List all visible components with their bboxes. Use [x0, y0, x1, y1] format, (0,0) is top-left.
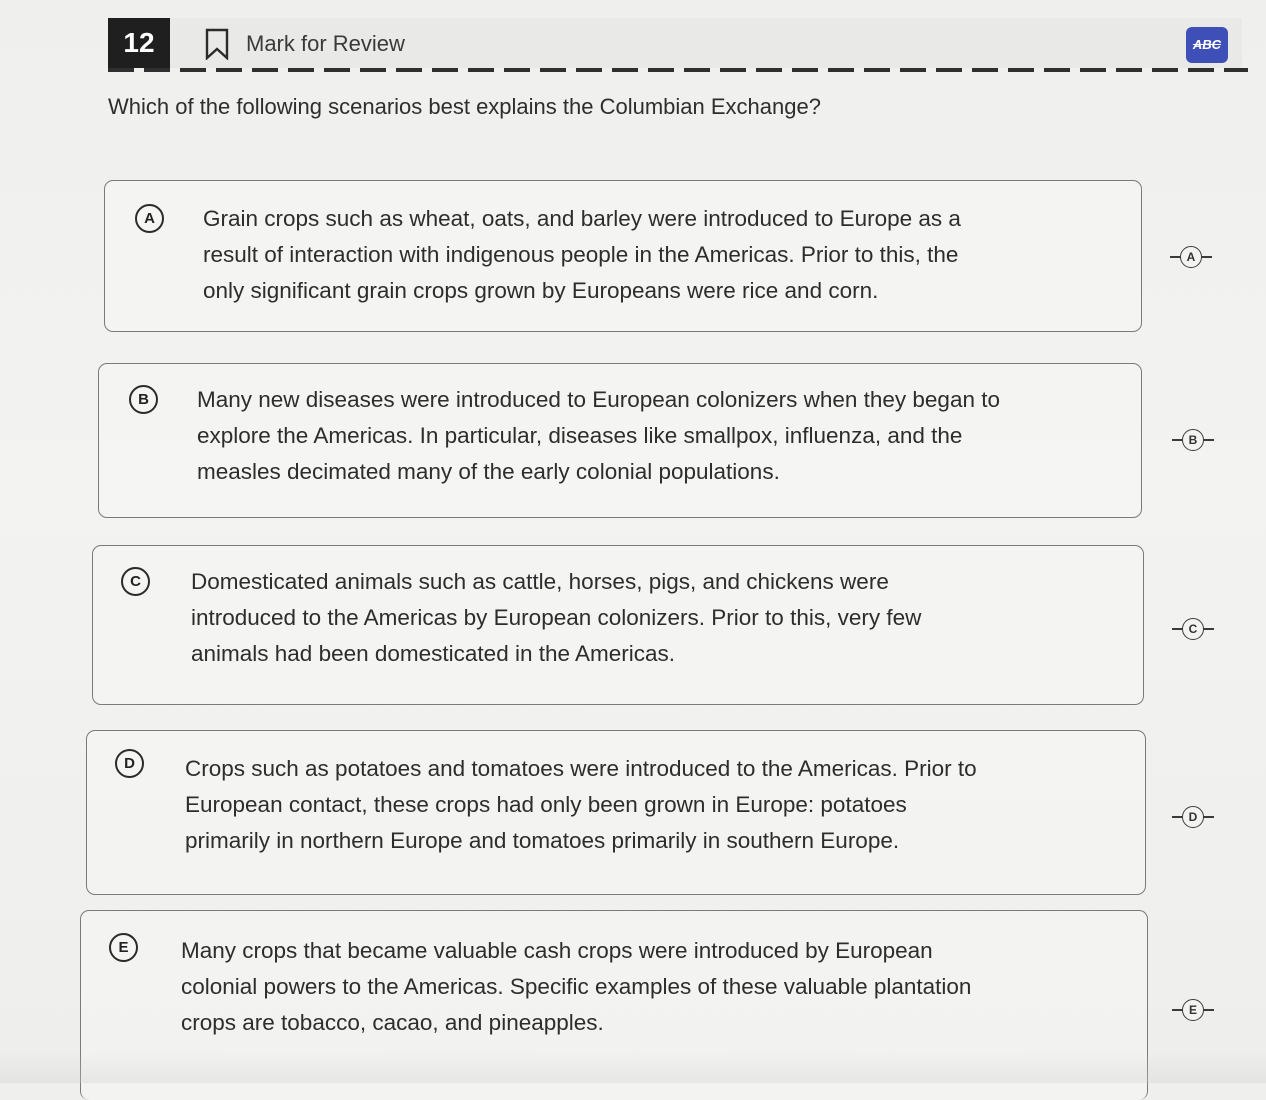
eliminate-b-icon: B: [1182, 429, 1204, 451]
answer-option-a[interactable]: [104, 180, 1142, 332]
option-c-line-2: introduced to the Americas by European colonizers. Prior to this, very few: [191, 605, 922, 630]
question-number: 12: [108, 18, 170, 68]
option-d-line-1: Crops such as potatoes and tomatoes were introduced to the Americas. Prior to: [185, 756, 977, 781]
option-e-line-1: Many crops that became valuable cash crops were introduced by European: [181, 938, 933, 963]
option-letter-d: D: [115, 749, 144, 778]
option-e-line-3: crops are tobacco, cacao, and pineapples.: [181, 1010, 604, 1035]
option-c-line-3: animals had been domesticated in the Americas.: [191, 641, 676, 666]
eliminate-d-icon: D: [1182, 806, 1204, 828]
question-header-bar: [108, 18, 1242, 68]
option-a-line-2: result of interaction with indigenous people in the Americas. Prior to this, the: [203, 242, 959, 267]
option-a-line-3: only significant grain crops grown by Europeans were rice and corn.: [203, 278, 879, 303]
option-b-line-2: explore the Americas. In particular, diseases like smallpox, influenza, and the: [197, 423, 963, 448]
option-d-line-2: European contact, these crops had only been grown in Europe: potatoes: [185, 792, 907, 817]
eliminate-e-icon: E: [1182, 999, 1204, 1021]
option-letter-e: E: [109, 933, 138, 962]
option-d-line-3: primarily in northern Europe and tomatoes primarily in southern Europe.: [185, 828, 900, 853]
strikethrough-toggle-button[interactable]: ABC: [1186, 27, 1228, 63]
question-text: Which of the following scenarios best explains the Columbian Exchange?: [108, 94, 821, 119]
eliminate-option-d-button[interactable]: [1172, 805, 1214, 831]
answer-option-b[interactable]: [98, 363, 1142, 518]
eliminate-a-icon: A: [1180, 246, 1202, 268]
eliminate-option-a-button[interactable]: [1170, 245, 1212, 271]
option-letter-b: B: [129, 385, 158, 414]
eliminate-c-icon: C: [1182, 618, 1204, 640]
screen-bottom-shading: [0, 1051, 1266, 1083]
header-divider: [108, 68, 1248, 72]
answer-option-c[interactable]: [92, 545, 1144, 705]
option-text-d: [185, 751, 977, 859]
bookmark-icon: [204, 28, 230, 60]
option-b-line-1: Many new diseases were introduced to European colonizers when they began to: [197, 387, 1000, 412]
option-text-c: [191, 564, 921, 672]
option-e-line-2: colonial powers to the Americas. Specific examples of these valuable plantation: [181, 974, 972, 999]
option-text-b: [197, 382, 1000, 490]
option-letter-a: A: [135, 204, 164, 233]
mark-for-review-button[interactable]: [204, 24, 405, 64]
option-a-line-1: Grain crops such as wheat, oats, and barley were introduced to Europe as a: [203, 206, 961, 231]
option-c-line-1: Domesticated animals such as cattle, horses, pigs, and chickens were: [191, 569, 889, 594]
mark-for-review-label: Mark for Review: [246, 31, 405, 56]
eliminate-option-c-button[interactable]: [1172, 617, 1214, 643]
answer-option-d[interactable]: [86, 730, 1146, 895]
option-text-a: [203, 201, 961, 309]
eliminate-option-e-button[interactable]: [1172, 998, 1214, 1024]
option-text-e: [181, 933, 971, 1041]
option-b-line-3: measles decimated many of the early colonial populations.: [197, 459, 780, 484]
eliminate-option-b-button[interactable]: [1172, 428, 1214, 454]
option-letter-c: C: [121, 567, 150, 596]
